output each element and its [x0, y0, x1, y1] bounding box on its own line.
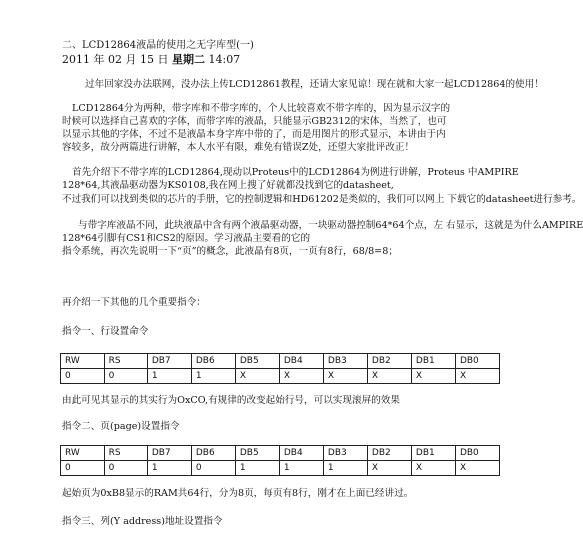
table-cell: X — [367, 369, 411, 384]
command-1-table — [60, 353, 500, 384]
table-cell: DB4 — [279, 446, 323, 461]
paragraph-2-line-2: 128*64,其液晶驱动器为KS0108,我在网上搜了好就都没找到它的datasheet, — [62, 180, 394, 191]
article-date — [62, 54, 240, 66]
time-text: 14:07 — [208, 53, 241, 66]
paragraph-3-line-1: 与带字库液晶不同，此块液晶中含有两个液晶驱动器，一块驱动器控制64*64个点，左 右显示，这就是为什么AMPIRE — [78, 220, 583, 231]
table-cell: X — [279, 369, 323, 384]
date-text: 2011 年 02 月 15 日 — [62, 53, 169, 66]
table-cell: DB2 — [367, 446, 411, 461]
table-cell: DB3 — [323, 354, 367, 369]
table-row — [61, 461, 500, 476]
table-cell: 0 — [104, 461, 147, 476]
paragraph-4: 再介绍一下其他的几个重要指令： — [62, 297, 206, 308]
table-cell: 0 — [61, 461, 105, 476]
table-cell: 1 — [191, 369, 235, 384]
table-cell: DB1 — [411, 446, 455, 461]
table-header-row — [61, 446, 500, 461]
paragraph-3-line-3: 指令系统，再次先说明一下“页”的概念，此液晶有8页，一页有8行，68/8=8； — [62, 246, 398, 257]
table-cell: 0 — [104, 369, 147, 384]
command-2-table — [60, 445, 500, 476]
table-cell: 1 — [147, 369, 191, 384]
table-cell: 1 — [279, 461, 323, 476]
table-cell: RS — [104, 354, 147, 369]
table-cell: DB6 — [191, 446, 235, 461]
table-cell: X — [367, 461, 411, 476]
table-cell: X — [411, 369, 455, 384]
table-cell: DB6 — [191, 354, 235, 369]
table-cell: 1 — [323, 461, 367, 476]
table-cell: X — [235, 369, 279, 384]
table-cell: RW — [61, 446, 105, 461]
table-header-row — [61, 354, 500, 369]
table-cell: DB3 — [323, 446, 367, 461]
table-cell: DB2 — [367, 354, 411, 369]
paragraph-1-line-3: 以显示其他的字体，不过不是液晶本身字库中带的了，而是用图片的形式显示，本讲由于内 — [62, 129, 446, 140]
paragraph-1-line-1: LCD12864分为两种，带字库和不带字库的，个人比较喜欢不带字库的，因为显示汉字的 — [72, 103, 451, 114]
table-cell: RW — [61, 354, 105, 369]
table-cell: DB5 — [235, 354, 279, 369]
table-cell: DB7 — [147, 446, 191, 461]
table-cell: DB0 — [455, 354, 499, 369]
paragraph-3-line-2: 128*64引脚有CS1和CS2的原因。学习液晶主要看的它的 — [62, 233, 311, 244]
weekday-text: 星期二 — [171, 53, 205, 66]
paragraph-1-line-2: 时候可以选择自己喜欢的字体，而带字库的液晶，只能显示GB2312的宋体，当然了，也可 — [62, 116, 447, 127]
article-title: 二、LCD12864液晶的使用之无字库型(一) — [62, 40, 254, 51]
command-1-title: 指令一、行设置命令 — [62, 326, 149, 337]
command-2-title: 指令二、页(page)设置指令 — [62, 421, 180, 432]
table-cell: X — [455, 369, 499, 384]
table-cell: X — [411, 461, 455, 476]
table-cell: 0 — [191, 461, 235, 476]
command-1-note: 由此可见其显示的其实行为OxCO,有规律的改变起始行号，可以实现滚屏的效果 — [62, 395, 400, 406]
table-cell: RS — [104, 446, 147, 461]
table-cell: X — [323, 369, 367, 384]
table-cell: 1 — [235, 461, 279, 476]
intro-paragraph: 过年回家没办法联网，没办法上传LCD12861教程，还请大家见谅！现在就和大家一起LCD12864的使用！ — [85, 79, 544, 90]
table-row — [61, 369, 500, 384]
command-3-title: 指令三、列(Y address)地址设置指令 — [62, 516, 223, 527]
table-cell: 1 — [147, 461, 191, 476]
command-2-note: 起始页为0xB8显示的RAM共64行，分为8页，每页有8行，刚才在上面已经讲过。 — [62, 488, 414, 499]
table-cell: X — [455, 461, 499, 476]
paragraph-1-line-4: 容较多，故分两篇进行讲解，本人水平有限，难免有错误Z处，还望大家批评改正！ — [62, 142, 415, 153]
table-cell: DB4 — [279, 354, 323, 369]
paragraph-2-line-1: 首先介绍下不带字库的LCD12864,现动以Proteus中的LCD12864为例进行讲解，Proteus 中AMPIRE — [72, 167, 519, 178]
table-cell: DB5 — [235, 446, 279, 461]
table-cell: 0 — [61, 369, 105, 384]
table-cell: DB0 — [455, 446, 499, 461]
table-cell: DB7 — [147, 354, 191, 369]
table-cell: DB1 — [411, 354, 455, 369]
paragraph-2-line-3: 不过我们可以找到类似的芯片的手册，它的控制逻辑和HD61202是类似的，我们可以网上 下载它的datasheet进行参考。 — [62, 194, 582, 205]
